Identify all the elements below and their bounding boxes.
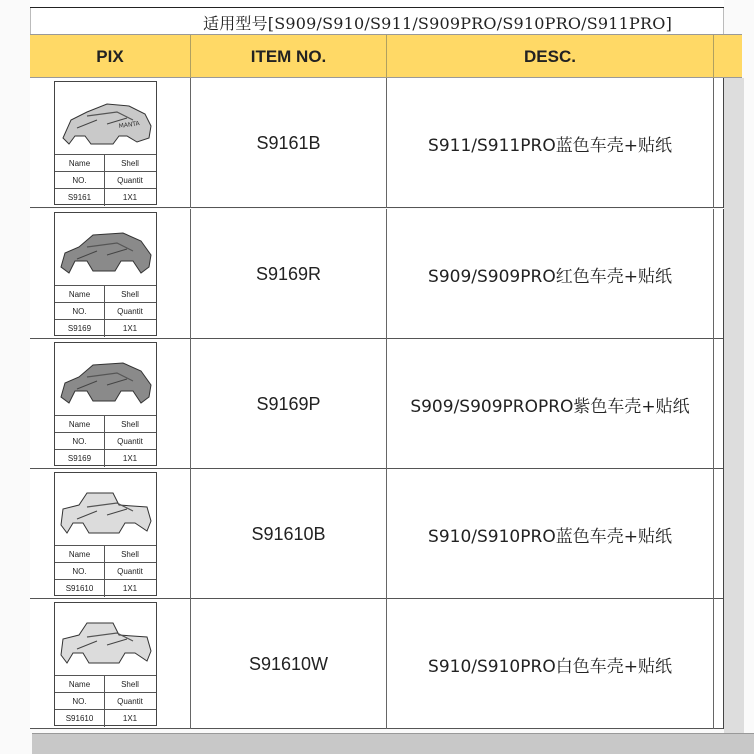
spec-row-no bbox=[55, 432, 156, 449]
extra-cell bbox=[714, 209, 724, 339]
spec-name-value: Shell bbox=[121, 550, 139, 559]
item-no-cell: S91610B bbox=[191, 469, 387, 599]
spec-qty-label: Quantit bbox=[117, 307, 143, 316]
spec-row-values bbox=[55, 188, 156, 205]
item-no-cell: S9169P bbox=[191, 339, 387, 469]
spec-no-label: NO. bbox=[55, 563, 105, 580]
spec-no-value: S91610 bbox=[55, 710, 105, 727]
spec-qty-label: Quantit bbox=[117, 437, 143, 446]
shell-logo-text: MANTA bbox=[118, 120, 141, 130]
spec-qty-value: 1X1 bbox=[122, 193, 138, 202]
item-no-cell: S9169R bbox=[191, 209, 387, 339]
extra-cell bbox=[714, 469, 724, 599]
car-shell-image bbox=[57, 475, 154, 545]
spec-row-name bbox=[55, 675, 156, 692]
item-no-cell: S91610W bbox=[191, 599, 387, 729]
product-card bbox=[54, 602, 157, 726]
applicable-models-text: 适用型号[S909/S910/S911/S909PRO/S910PRO/S911PRO] bbox=[203, 14, 673, 33]
spec-name-value: Shell bbox=[121, 680, 139, 689]
spec-no-label: NO. bbox=[55, 693, 105, 710]
spec-no-label: NO. bbox=[55, 433, 105, 450]
spec-qty-value: 1X1 bbox=[122, 584, 138, 593]
table-row bbox=[30, 209, 724, 339]
spec-row-values bbox=[55, 449, 156, 466]
bottom-bar bbox=[32, 733, 754, 754]
table-row bbox=[30, 78, 724, 208]
spec-row-values bbox=[55, 579, 156, 596]
desc-cell: S910/S910PRO白色车壳+贴纸 bbox=[387, 599, 714, 729]
spec-row-values bbox=[55, 319, 156, 336]
header-pix: PIX bbox=[30, 35, 191, 79]
spec-name-value: Shell bbox=[121, 420, 139, 429]
pix-cell bbox=[30, 599, 191, 729]
product-card bbox=[54, 472, 157, 596]
spec-name-label: Name bbox=[55, 546, 105, 563]
spec-qty-value: 1X1 bbox=[122, 324, 138, 333]
header-item-no: ITEM NO. bbox=[191, 35, 387, 79]
spec-name-value: Shell bbox=[121, 159, 139, 168]
spec-qty-label: Quantit bbox=[117, 697, 143, 706]
table-row bbox=[30, 469, 724, 599]
item-no-cell: S9161B bbox=[191, 78, 387, 208]
spec-qty-label: Quantit bbox=[117, 567, 143, 576]
spec-no-value: S9161 bbox=[55, 189, 105, 206]
spec-row-values bbox=[55, 709, 156, 726]
product-card bbox=[54, 342, 157, 466]
car-shell-image bbox=[57, 215, 154, 285]
spec-no-value: S9169 bbox=[55, 320, 105, 337]
table-header bbox=[30, 34, 742, 78]
spec-row-name bbox=[55, 154, 156, 171]
spec-no-value: S9169 bbox=[55, 450, 105, 467]
extra-cell bbox=[714, 339, 724, 469]
extra-cell bbox=[714, 78, 724, 208]
spec-qty-label: Quantit bbox=[117, 176, 143, 185]
pix-cell bbox=[30, 78, 191, 208]
spec-name-label: Name bbox=[55, 155, 105, 172]
product-card bbox=[54, 212, 157, 336]
top-border bbox=[30, 0, 724, 8]
car-shell-image bbox=[57, 84, 154, 154]
spec-no-label: NO. bbox=[55, 172, 105, 189]
spec-qty-value: 1X1 bbox=[122, 714, 138, 723]
spec-qty-value: 1X1 bbox=[122, 454, 138, 463]
spec-row-name bbox=[55, 285, 156, 302]
spec-row-no bbox=[55, 562, 156, 579]
header-extra bbox=[714, 35, 742, 79]
desc-cell: S909/S909PRO红色车壳+贴纸 bbox=[387, 209, 714, 339]
desc-cell: S909/S909PROPRO紫色车壳+贴纸 bbox=[387, 339, 714, 469]
table-row bbox=[30, 599, 724, 729]
product-card bbox=[54, 81, 157, 205]
spec-name-label: Name bbox=[55, 286, 105, 303]
pix-cell bbox=[30, 209, 191, 339]
spec-row-name bbox=[55, 545, 156, 562]
spec-name-label: Name bbox=[55, 676, 105, 693]
desc-cell: S910/S910PRO蓝色车壳+贴纸 bbox=[387, 469, 714, 599]
extra-cell bbox=[714, 599, 724, 729]
pix-cell bbox=[30, 469, 191, 599]
table-row bbox=[30, 339, 724, 469]
car-shell-image bbox=[57, 605, 154, 675]
car-shell-image bbox=[57, 345, 154, 415]
pix-cell bbox=[30, 339, 191, 469]
spec-no-value: S91610 bbox=[55, 580, 105, 597]
spec-name-label: Name bbox=[55, 416, 105, 433]
spec-row-no bbox=[55, 171, 156, 188]
spec-name-value: Shell bbox=[121, 290, 139, 299]
spec-row-no bbox=[55, 302, 156, 319]
desc-cell: S911/S911PRO蓝色车壳+贴纸 bbox=[387, 78, 714, 208]
spec-row-name bbox=[55, 415, 156, 432]
spec-row-no bbox=[55, 692, 156, 709]
spec-no-label: NO. bbox=[55, 303, 105, 320]
header-desc: DESC. bbox=[387, 35, 714, 79]
applicable-models-line bbox=[30, 8, 724, 34]
right-margin-shade bbox=[724, 78, 744, 733]
